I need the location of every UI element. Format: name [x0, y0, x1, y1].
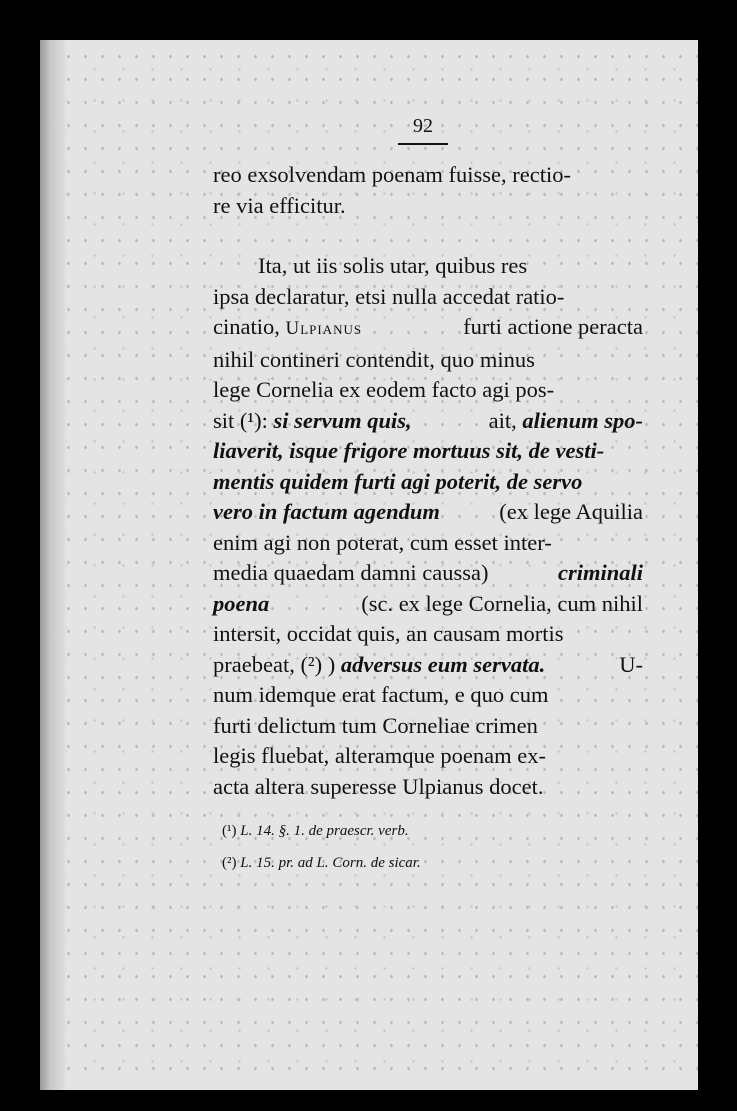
text-line: acta altera superesse Ulpianus docet.	[213, 773, 544, 799]
author-name: Ulpianus	[285, 318, 363, 339]
text-line: legis fluebat, alteramque poenam ex-	[213, 743, 546, 768]
page-number: 92	[413, 115, 433, 137]
footnote	[222, 847, 622, 879]
footnotes	[222, 815, 622, 879]
text-line: Ita, ut iis solis utar, quibus res	[258, 253, 528, 278]
text-line: enim agi non poterat, cum esset inter-	[213, 529, 552, 555]
text-line: liaverit, isque frigore mortuus sit, de vesti-	[213, 438, 605, 463]
text-line: intersit, occidat quis, an causam mortis	[213, 621, 564, 646]
footnote-mark: (¹)	[222, 823, 237, 839]
text-line: reo exsolvendam poenam fuisse, rectio-	[213, 162, 572, 187]
text-line: furti delictum tum Corneliae crimen	[213, 712, 538, 738]
text-line: media quaedam damni caussa) criminali	[213, 560, 643, 585]
text-line: poena (sc. ex lege Cornelia, cum nihil	[213, 590, 643, 616]
text-line: praebeat, (²) ) adversus eum servata. U-	[213, 651, 643, 677]
text-line: num idemque erat factum, e quo cum	[213, 682, 549, 707]
text-line: ipsa declaratur, etsi nulla accedat ratio-	[213, 283, 565, 309]
text-line: re via efficitur.	[213, 192, 346, 218]
footnote-text: L. 14. §. 1. de praescr. verb.	[240, 823, 409, 839]
footnote-mark: (²)	[222, 855, 237, 871]
page-number-rule	[398, 143, 448, 145]
text-line: lege Cornelia ex eodem facto agi pos-	[213, 377, 555, 402]
main-text	[213, 160, 643, 802]
text-line: nihil contineri contendit, quo minus	[213, 346, 535, 372]
text-line: mentis quidem furti agi poterit, de servo	[213, 468, 583, 494]
page-gutter	[40, 40, 66, 1090]
footnote-text: L. 15. pr. ad L. Corn. de sicar.	[240, 855, 421, 871]
text-line: cinatio, Ulpianus furti actione peracta	[213, 314, 643, 339]
footnote	[222, 815, 622, 847]
text-line: sit (¹): si servum quis, ait, alienum spo-	[213, 407, 643, 433]
text-line: vero in factum agendum (ex lege Aquilia	[213, 499, 643, 524]
